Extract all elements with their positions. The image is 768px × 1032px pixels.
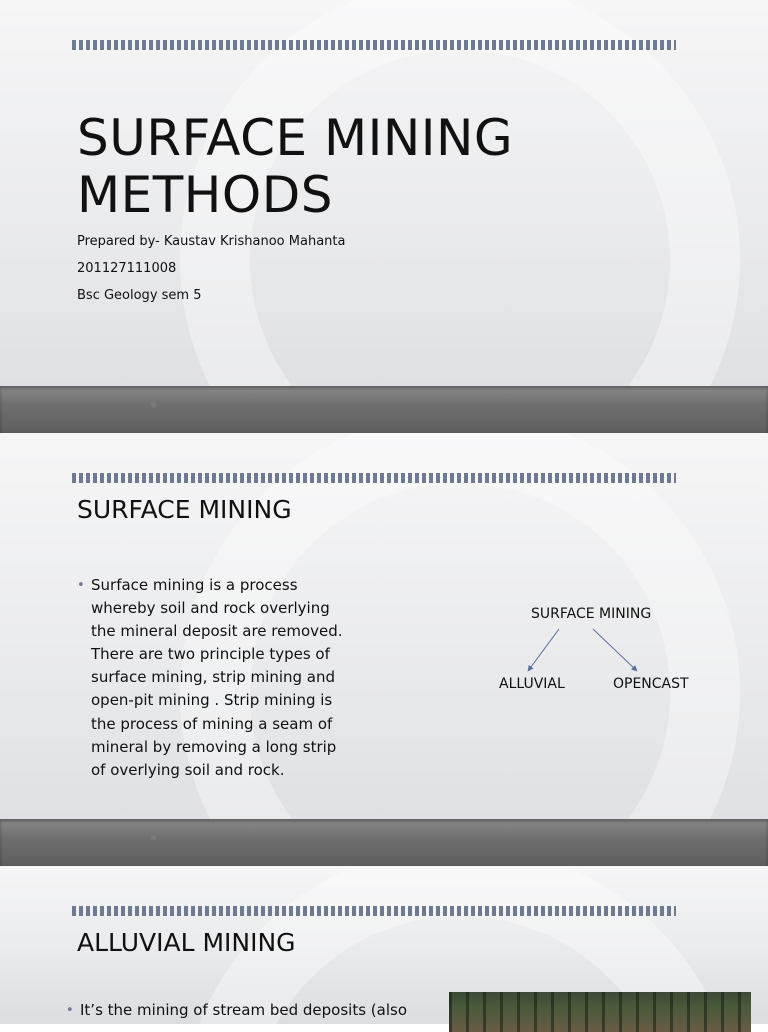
title-line-1: SURFACE MINING xyxy=(77,109,514,167)
decorative-stripe-bar xyxy=(72,40,676,50)
diagram-arrows xyxy=(520,626,650,676)
author-line: Prepared by- Kaustav Krishanoo Mahanta xyxy=(77,234,346,249)
slide-heading: SURFACE MINING xyxy=(77,495,292,524)
bullet-list xyxy=(66,999,446,1022)
presentation-title xyxy=(77,110,513,224)
bullet-item: • Surface mining is a process whereby soil and rock overlying the mineral deposit are removed. There are two principle types of surface mining, strip mining and open-pit mining . Strip mining is the process of mining a seam of mineral by removing a long strip of overlying soil and rock. xyxy=(77,574,352,782)
bullet-item: • It’s the mining of stream bed deposits (also xyxy=(66,999,446,1022)
title-line-2: METHODS xyxy=(77,166,333,224)
slide-surface-mining xyxy=(0,433,768,866)
bullet-list xyxy=(77,574,352,782)
slide-heading: ALLUVIAL MINING xyxy=(77,928,296,957)
floor-texture xyxy=(0,819,768,866)
decorative-stripe-bar xyxy=(72,906,676,916)
roll-number: 201127111008 xyxy=(77,261,177,276)
course-line: Bsc Geology sem 5 xyxy=(77,288,202,303)
arrow-to-alluvial xyxy=(528,629,559,671)
diagram-left-label: ALLUVIAL xyxy=(499,676,565,692)
slide-title xyxy=(0,0,768,433)
diagram-right-label: OPENCAST xyxy=(613,676,689,692)
mining-photo xyxy=(449,992,751,1032)
decorative-stripe-bar xyxy=(72,473,676,483)
diagram-root-label: SURFACE MINING xyxy=(531,606,652,622)
floor-texture xyxy=(0,386,768,433)
arrow-to-opencast xyxy=(593,629,637,671)
